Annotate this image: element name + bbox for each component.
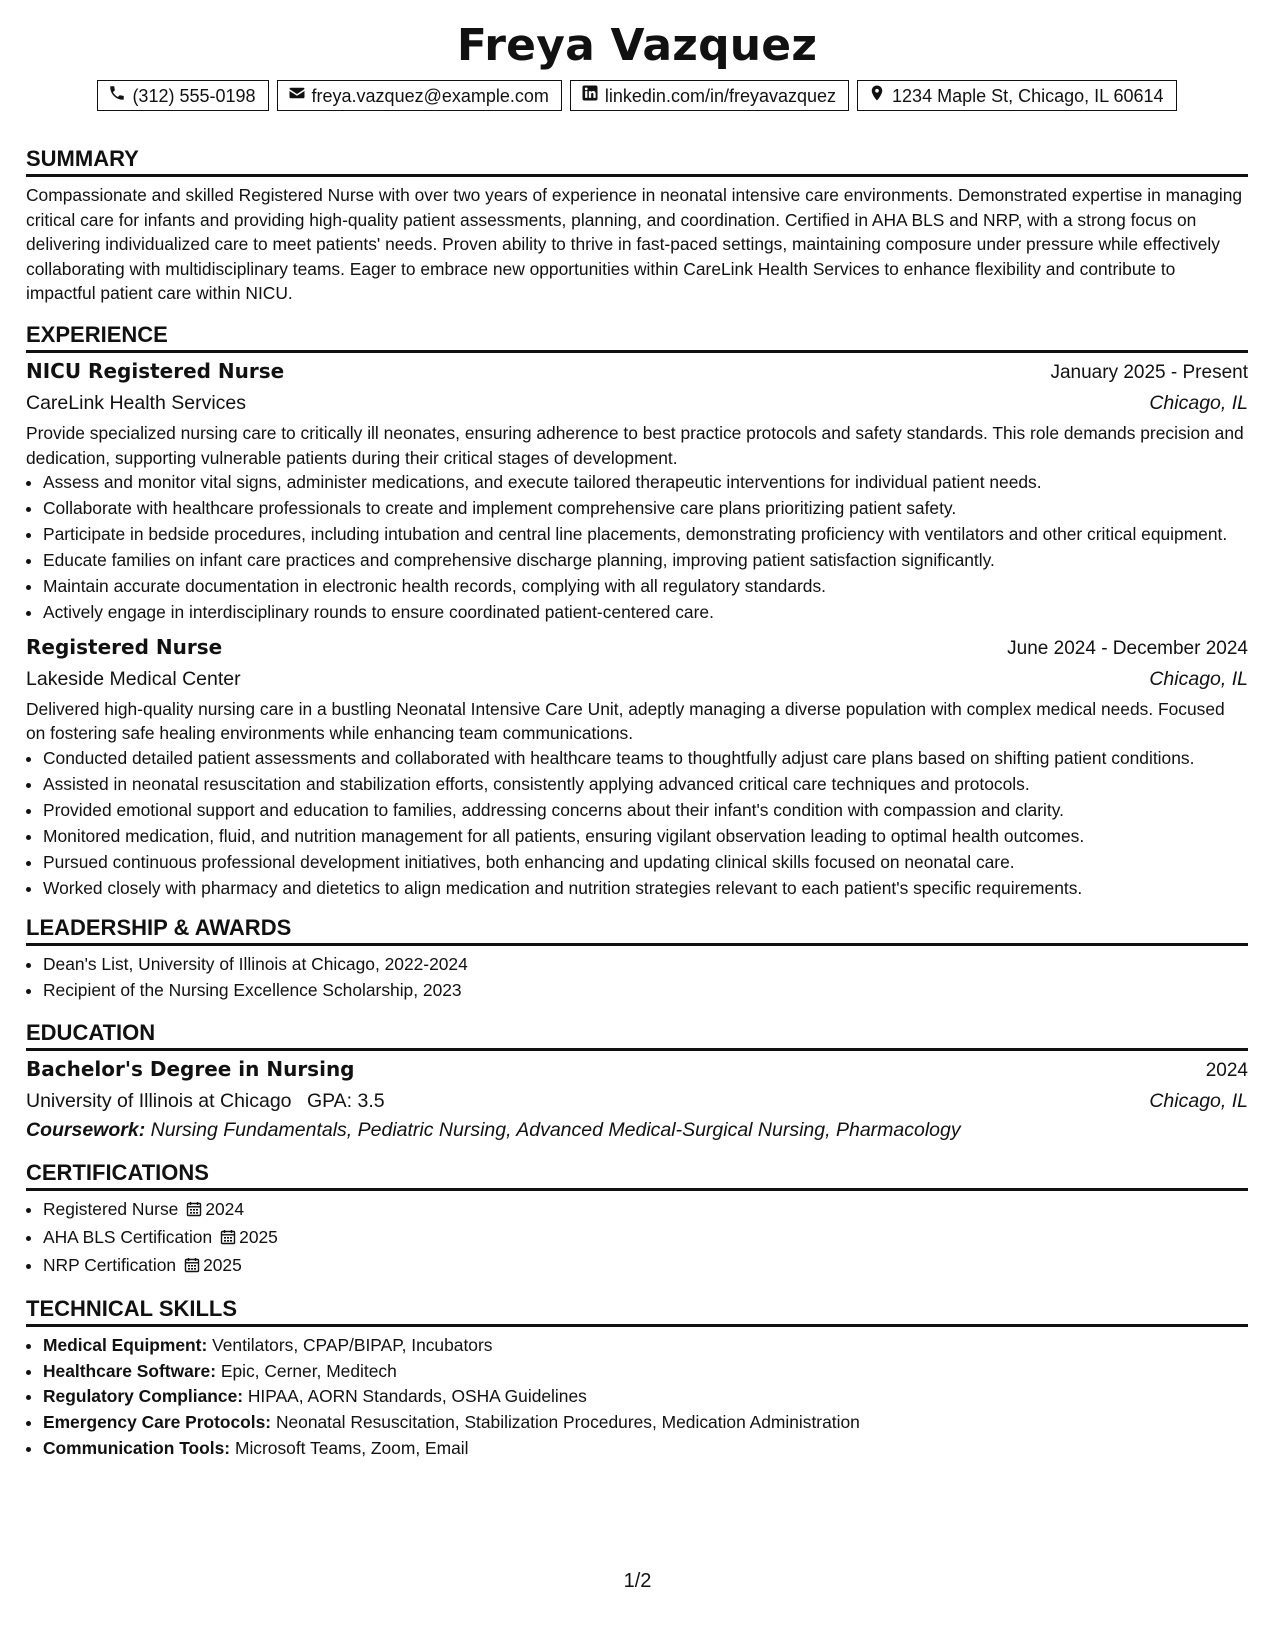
list-item: • Assess and monitor vital signs, administer medications, and execute tailored therapeutic interventions for individual patient needs. <box>43 470 1248 495</box>
list-item: • Conducted detailed patient assessments and collaborated with healthcare teams to thoughtfully adjust care plans based on shifting patient conditions. <box>43 746 1248 771</box>
job-company: Lakeside Medical Center <box>26 667 241 690</box>
linkedin-icon <box>581 84 599 107</box>
gpa: GPA: 3.5 <box>306 1089 385 1112</box>
job-company: CareLink Health Services <box>26 391 247 414</box>
section-title: LEADERSHIP & AWARDS <box>26 914 1248 946</box>
list-item: • Educate families on infant care practices and comprehensive discharge planning, improving patient satisfaction significantly. <box>43 548 1248 573</box>
leadership-section <box>26 914 1248 1003</box>
school-location: Chicago, IL <box>1149 1089 1248 1112</box>
cert-year: 2024 <box>205 1198 245 1219</box>
section-title: EXPERIENCE <box>26 321 1248 353</box>
skill-value: HIPAA, AORN Standards, OSHA Guidelines <box>247 1386 587 1407</box>
experience-section <box>26 321 1248 900</box>
list-item: • Provided emotional support and education to families, addressing concerns about their infant's condition with compassion and clarity. <box>43 798 1248 823</box>
list-item <box>43 1384 1248 1409</box>
email-text: freya.vazquez@example.com <box>311 85 549 106</box>
section-title: EDUCATION <box>26 1019 1248 1051</box>
coursework-list: Nursing Fundamentals, Pediatric Nursing, Advanced Medical-Surgical Nursing, Pharmacology <box>150 1118 961 1141</box>
section-title: TECHNICAL SKILLS <box>26 1295 1248 1327</box>
skill-value: Ventilators, CPAP/BIPAP, Incubators <box>212 1334 493 1355</box>
list-item <box>43 1359 1248 1384</box>
list-item: • Participate in bedside procedures, including intubation and central line placements, demonstrating proficiency with ventilators and other critical equipment. <box>43 522 1248 547</box>
section-title: SUMMARY <box>26 145 1248 177</box>
phone-text: (312) 555-0198 <box>132 85 256 106</box>
contact-address[interactable] <box>857 80 1177 111</box>
list-item: • Maintain accurate documentation in electronic health records, complying with all regulatory standards. <box>43 574 1248 599</box>
list-item: • Actively engage in interdisciplinary rounds to ensure coordinated patient-centered care. <box>43 600 1248 625</box>
job-location: Chicago, IL <box>1149 667 1248 690</box>
coursework <box>26 1116 1248 1144</box>
resume-page <box>26 18 1248 1462</box>
leadership-list <box>26 952 1248 1003</box>
contact-linkedin[interactable] <box>570 80 849 111</box>
section-title: CERTIFICATIONS <box>26 1159 1248 1191</box>
candidate-name: Freya Vazquez <box>456 20 818 71</box>
job-description: Provide specialized nursing care to critically ill neonates, ensuring adherence to best practice protocols and safety standards. This role demands precision and dedication, supporting vulnerable patients during their critical stages of development. <box>26 422 1244 468</box>
education-section <box>26 1019 1248 1144</box>
job-entry <box>26 356 1248 625</box>
job-entry <box>26 632 1248 901</box>
list-item: • Pursued continuous professional development initiatives, both enhancing and updating clinical skills focused on neonatal care. <box>43 850 1248 875</box>
contact-email[interactable] <box>277 80 562 111</box>
phone-icon <box>108 84 126 107</box>
list-item: • Recipient of the Nursing Excellence Scholarship, 2023 <box>43 978 1248 1003</box>
cert-year: 2025 <box>239 1226 278 1247</box>
cert-year: 2025 <box>203 1254 242 1275</box>
address-text: 1234 Maple St, Chicago, IL 60614 <box>892 85 1164 106</box>
list-item: • Assisted in neonatal resuscitation and stabilization efforts, consistently applying advanced critical care techniques and protocols. <box>43 772 1248 797</box>
skill-value: Epic, Cerner, Meditech <box>220 1360 397 1381</box>
list-item: • Collaborate with healthcare professionals to create and implement comprehensive care plans prioritizing patient safety. <box>43 496 1248 521</box>
job-title: Registered Nurse <box>26 634 223 659</box>
skill-label: Regulatory Compliance: <box>43 1386 244 1407</box>
cert-name: NRP Certification <box>43 1254 177 1275</box>
skills-section <box>26 1295 1248 1462</box>
certifications-section <box>26 1159 1248 1280</box>
skills-list <box>26 1333 1248 1462</box>
contact-phone[interactable] <box>97 80 268 111</box>
list-item <box>43 1436 1248 1461</box>
degree-title: Bachelor's Degree in Nursing <box>26 1056 355 1081</box>
list-item <box>43 1333 1248 1358</box>
school-name: University of Illinois at Chicago <box>26 1089 292 1112</box>
skill-label: Medical Equipment: <box>43 1334 208 1355</box>
skill-value: Microsoft Teams, Zoom, Email <box>234 1438 469 1459</box>
envelope-icon <box>288 84 306 107</box>
cert-name: AHA BLS Certification <box>43 1226 213 1247</box>
contact-bar <box>26 80 1248 111</box>
certifications-list <box>26 1197 1248 1280</box>
job-location: Chicago, IL <box>1149 391 1248 414</box>
list-item: • Dean's List, University of Illinois at Chicago, 2022-2024 <box>43 952 1248 977</box>
skill-label: Emergency Care Protocols: <box>43 1412 272 1433</box>
job-description: Delivered high-quality nursing care in a bustling Neonatal Intensive Care Unit, adeptly managing a diverse population with complex medical needs. Focused on fostering safe healing environments while enhancing team communications. <box>26 698 1225 744</box>
job-title: NICU Registered Nurse <box>26 358 285 383</box>
summary-section <box>26 145 1248 306</box>
cert-name: Registered Nurse <box>43 1198 179 1219</box>
list-item <box>43 1253 1248 1280</box>
calendar-icon <box>186 1199 202 1224</box>
page-number: 1/2 <box>623 1570 652 1592</box>
list-item: • Worked closely with pharmacy and dietetics to align medication and nutrition strategies relevant to each patient's specific requirements. <box>43 876 1248 901</box>
job-bullets <box>26 470 1248 625</box>
list-item <box>43 1197 1248 1224</box>
job-dates: January 2025 - Present <box>1050 361 1248 383</box>
summary-text: Compassionate and skilled Registered Nurse with over two years of experience in neonatal intensive care environments. Demonstrated expertise in managing critical care for infants and providing high-quality patient assessments, planning, and coordination. Certified in AHA BLS and NRP, with a strong focus on delivering individualized care to meet patients' needs. Proven ability to thrive in fast-paced settings, maintaining composure under pressure while effectively collaborating with multidisciplinary teams. Eager to embrace new opportunities within CareLink Health Services to enhance flexibility and contribute to impactful patient care within NICU. <box>26 185 1243 304</box>
calendar-icon <box>220 1227 236 1252</box>
map-pin-icon <box>868 84 886 107</box>
list-item <box>43 1410 1248 1435</box>
calendar-icon <box>184 1255 200 1280</box>
graduation-year: 2024 <box>1205 1059 1248 1081</box>
list-item: • Monitored medication, fluid, and nutrition management for all patients, ensuring vigilant observation leading to optimal health outcomes. <box>43 824 1248 849</box>
skill-label: Healthcare Software: <box>43 1360 216 1381</box>
skill-label: Communication Tools: <box>43 1438 231 1459</box>
coursework-label: Coursework: <box>26 1118 146 1141</box>
list-item <box>43 1225 1248 1252</box>
linkedin-text: linkedin.com/in/freyavazquez <box>604 85 837 106</box>
job-dates: June 2024 - December 2024 <box>1007 637 1248 659</box>
skill-value: Neonatal Resuscitation, Stabilization Procedures, Medication Administration <box>275 1412 860 1433</box>
job-bullets <box>26 746 1248 901</box>
